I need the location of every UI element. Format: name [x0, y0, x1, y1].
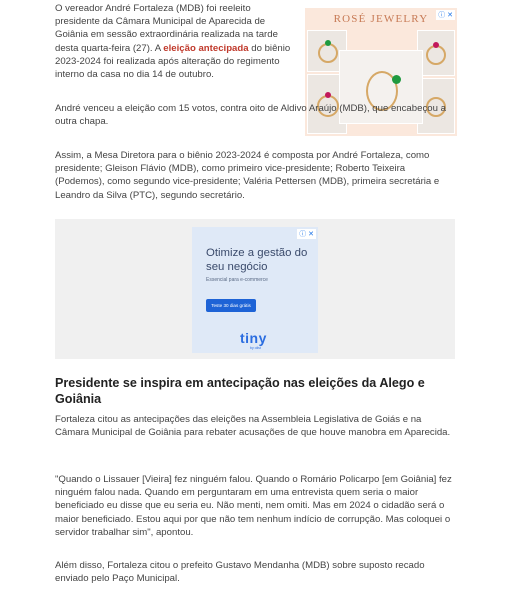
gem-icon — [392, 75, 401, 84]
article-paragraph-2: André venceu a eleição com 15 votos, contra oito de Aldivo Araújo (MDB), que encabeçou a outra chapa. — [55, 103, 446, 128]
article-paragraph-6: Além disso, Fortaleza citou o prefeito Gustavo Mendanha (MDB) sobre suposto recado enviado pelo Paço Municipal. — [55, 560, 425, 585]
gem-icon — [325, 40, 331, 46]
ring-icon — [426, 45, 446, 65]
ad-close-icon[interactable]: ⓘ ✕ — [299, 231, 314, 238]
gem-icon — [325, 92, 331, 98]
ad-subtitle: Essencial para e-commerce — [206, 277, 268, 283]
article-paragraph-3: Assim, a Mesa Diretora para o biênio 2023-2024 é composta por André Fortaleza, como presidente; Gleison Flávio (MDB), como primeiro vice-presidente; Roberto Teixeira (Podemos), como segundo vice-presidente; Valéria Pettersen (MDB), primeira secretária e Leandro da Silva (PTC), segundo secretário. — [55, 150, 440, 201]
article-paragraph-1 — [55, 2, 297, 81]
section-heading: Presidente se inspira em antecipação nas eleições da Alego e Goiânia — [55, 376, 425, 406]
tiny-logo-sub: by olist — [250, 346, 261, 350]
paragraph-text: O vereador André Fortaleza (MDB) foi reeleito presidente da Câmara Municipal de Aparecida de Goiânia em sessão extraordinária realizada na tarde desta quarta-feira (27). A — [55, 3, 278, 54]
paragraph-text: do biênio 2023-2024 foi realizada após alteração do regimento interno da casa no dia 14 de outubro. — [55, 42, 291, 81]
article-paragraph-4: Fortaleza citou as antecipações das eleições na Assembleia Legislativa de Goiás e na Câmara Municipal de Goiânia para rebater acusações de que houve manobra em Aparecida. — [55, 414, 451, 439]
tiny-logo: tiny — [240, 330, 267, 346]
ad-brand: ROSÉ JEWELRY — [333, 13, 429, 25]
ring-icon — [318, 43, 338, 63]
ad-headline: Otimize a gestão do seu negócio — [206, 247, 308, 273]
ad-cta-button[interactable]: Teste 30 dias grátis — [206, 299, 256, 312]
eleicao-antecipada-link[interactable]: eleição antecipada — [163, 42, 249, 54]
ad-close-icon[interactable]: ⓘ ✕ — [438, 12, 453, 19]
tiny-ad[interactable] — [192, 227, 318, 353]
ad-slot — [55, 219, 455, 359]
gem-icon — [433, 42, 439, 48]
article-paragraph-5: "Quando o Lissauer [Vieira] fez ninguém falou. Quando o Romário Policarpo [em Goiânia] fez ninguém falou nada. Quando em perguntaram em uma entrevista quem seria o maior beneficiado eu disse que eu seria eu. Não menti, nem omiti. Mas em 2024 o cidadão será o maior beneficiado. Estou aqui por que não tem nenhum indício de corrupção. Mas coloquei o servidor trabalhar sim", apontou. — [55, 474, 452, 538]
